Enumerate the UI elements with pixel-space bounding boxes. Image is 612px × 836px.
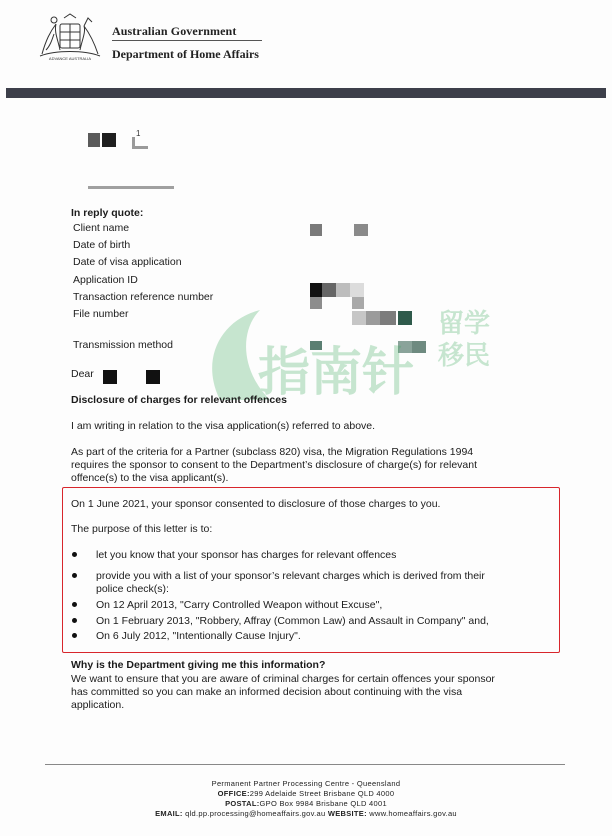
footer-office-address: 299 Adelaide Street Brisbane QLD 4000	[249, 789, 395, 798]
footer-postal-label: POSTAL:	[225, 799, 260, 808]
watermark-main: 指南针	[258, 343, 415, 403]
purpose-item: let you know that your sponsor has charges for relevant offences	[96, 549, 397, 561]
redacted-name	[103, 370, 117, 384]
footer-divider	[45, 764, 565, 765]
header-band	[6, 88, 606, 98]
paragraph-intro: I am writing in relation to the visa application(s) referred to above.	[71, 420, 376, 432]
redacted-recipient	[132, 146, 148, 149]
paragraph-criteria-line: requires the sponsor to consent to the Department’s disclosure of charge(s) for relevant	[71, 459, 478, 471]
footer-office-label: OFFICE:	[217, 789, 250, 798]
footer-postal-address: GPO Box 9984 Brisbane QLD 4001	[259, 799, 387, 808]
footer-website-label: WEBSITE:	[327, 809, 367, 818]
department-name: Department of Home Affairs	[112, 47, 259, 61]
header-divider	[112, 40, 262, 41]
bullet-icon	[72, 618, 77, 623]
redacted-value	[354, 224, 368, 236]
footer-centre: Permanent Partner Processing Centre - Queensland	[211, 779, 401, 788]
paragraph-criteria-line: As part of the criteria for a Partner (subclass 820) visa, the Migration Regulations 1994	[71, 446, 474, 458]
footer-postal	[0, 799, 612, 809]
redacted-name	[146, 370, 160, 384]
salutation: Dear	[71, 368, 94, 380]
svg-text:ADVANCE AUSTRALIA: ADVANCE AUSTRALIA	[48, 56, 92, 61]
field-label: Client name	[73, 222, 130, 234]
bullet-icon	[72, 552, 77, 557]
bullet-icon	[72, 602, 77, 607]
purpose-item: provide you with a list of your sponsor’s relevant charges which is derived from their	[96, 570, 485, 582]
redacted-recipient	[88, 133, 100, 147]
why-line: application.	[71, 699, 125, 711]
charge-item: On 12 April 2013, "Carry Controlled Weapon without Excuse",	[96, 599, 383, 611]
charge-item: On 1 February 2013, "Robbery, Affray (Common Law) and Assault in Company" and,	[96, 615, 489, 627]
field-label: Transaction reference number	[73, 291, 214, 303]
reply-heading: In reply quote:	[71, 207, 144, 219]
letter-subject: Disclosure of charges for relevant offences	[71, 394, 287, 406]
government-name: Australian Government	[112, 24, 237, 38]
watermark-side-top: 留学	[438, 309, 491, 339]
purpose-item-continuation: police check(s):	[96, 583, 169, 595]
footer-office	[0, 789, 612, 799]
cut-off-line	[88, 186, 174, 189]
field-label: Transmission method	[73, 339, 173, 351]
charge-item: On 6 July 2012, "Intentionally Cause Injury".	[96, 630, 301, 642]
field-label: Date of birth	[73, 239, 131, 251]
redacted-value	[310, 224, 322, 236]
footer-website[interactable]: www.homeaffairs.gov.au	[369, 809, 457, 818]
bullet-icon	[72, 573, 77, 578]
field-label: Date of visa application	[73, 256, 182, 268]
field-label: File number	[73, 308, 129, 320]
watermark-logo	[180, 290, 540, 440]
redacted-recipient	[102, 133, 116, 147]
why-heading: Why is the Department giving me this information?	[71, 659, 326, 671]
footer-email[interactable]: qld.pp.processing@homeaffairs.gov.au	[185, 809, 326, 818]
coat-of-arms-icon	[36, 10, 104, 62]
consent-statement: On 1 June 2021, your sponsor consented to disclosure of those charges to you.	[71, 498, 441, 510]
footer-email-label: EMAIL:	[155, 809, 183, 818]
why-line: has committed so you can make an informed decision about continuing with the visa	[71, 686, 463, 698]
footer-contact	[0, 809, 612, 819]
paragraph-criteria-line: offence(s) to the visa applicant(s).	[71, 472, 229, 484]
watermark-side-bottom: 移民	[438, 341, 491, 371]
recipient-fragment: 1	[136, 129, 141, 138]
purpose-statement: The purpose of this letter is to:	[71, 523, 213, 535]
bullet-icon	[72, 633, 77, 638]
field-label: Application ID	[73, 274, 138, 286]
why-line: We want to ensure that you are aware of criminal charges for certain offences your sponsor	[71, 673, 495, 685]
